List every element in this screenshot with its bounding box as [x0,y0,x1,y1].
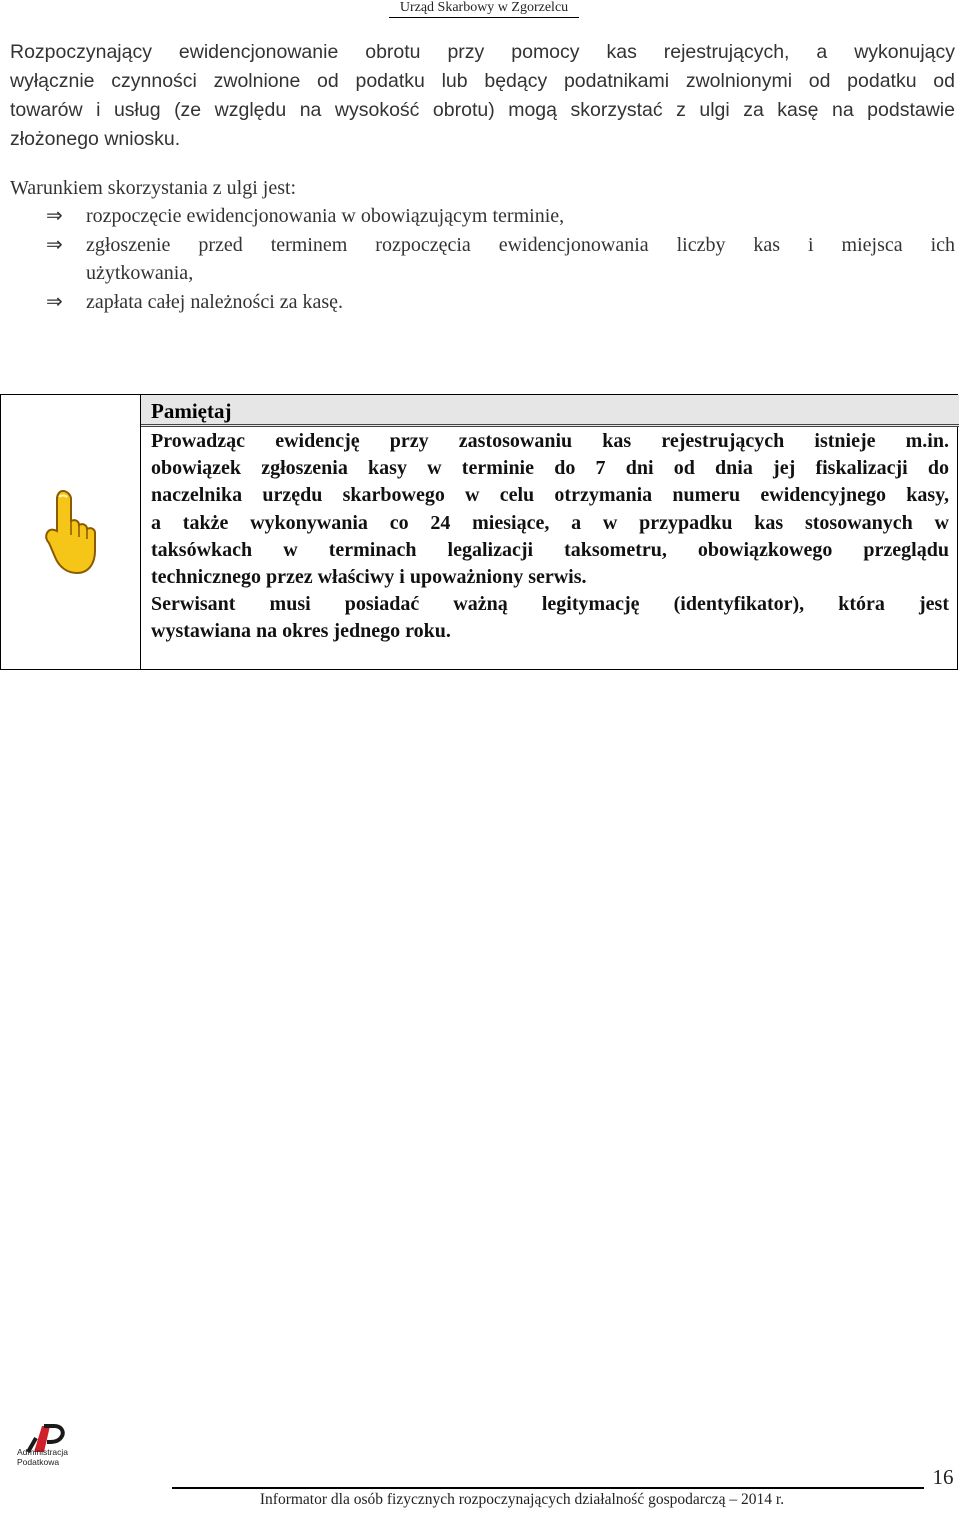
footer-divider [172,1487,924,1489]
condition-text-line: użytkowania, [86,262,194,284]
intro-line: Rozpoczynający ewidencjonowanie obrotu przy pomocy kas rejestrujących, a wykonujący [10,41,955,63]
reminder-line: technicznego przez właściwy i upoważniony serwis. [151,566,587,589]
reminder-line: Serwisant musi posiadać ważną legitymację (identyfikator), która jest [151,593,949,616]
reminder-icon-cell [1,395,141,669]
condition-text: zapłata całej należności za kasę. [86,291,344,313]
double-arrow-icon: ⇒ [46,234,63,256]
reminder-line: naczelnika urzędu skarbowego w celu otrzymania numeru ewidencyjnego kasy, [151,484,949,507]
reminder-line: Prowadząc ewidencję przy zastosowaniu kas rejestrujących istnieje m.in. [151,430,949,452]
reminder-title: Pamiętaj [141,395,959,427]
page-number: 16 [932,1465,954,1489]
double-arrow-icon: ⇒ [46,291,63,313]
reminder-line: wystawiana na okres jednego roku. [151,620,451,643]
reminder-body [151,428,949,646]
intro-paragraph [10,38,955,154]
logo-text-line: Administracja [17,1447,69,1457]
page-header: Urząd Skarbowy w Zgorzelcu [389,0,579,18]
intro-line: złożonego wniosku. [10,128,181,150]
footer-text: Informator dla osób fizycznych rozpoczynających działalność gospodarczą – 2014 r. [259,1491,785,1508]
reminder-line: a także wykonywania co 24 miesiące, a w przypadku kas stosowanych w [151,511,949,534]
reminder-line: taksówkach w terminach legalizacji taksometru, obowiązkowego przeglądu [151,538,949,561]
reminder-line: obowiązek zgłoszenia kasy w terminie do 7 dni od dnia jej fiskalizacji do [151,457,949,480]
double-arrow-icon: ⇒ [46,205,63,227]
condition-text: rozpoczęcie ewidencjonowania w obowiązującym terminie, [86,205,565,227]
condition-text [86,231,955,287]
pointing-finger-icon [35,487,105,577]
conditions-lead: Warunkiem skorzystania z ulgi jest: [10,177,297,199]
intro-line: wyłącznie czynności zwolnione od podatku lub będący podatnikami zwolnionymi od podatku od [10,70,955,92]
condition-text-line: zgłoszenie przed terminem rozpoczęcia ewidencjonowania liczby kas i miejsca ich [86,234,955,256]
logo-text-line: Podatkowa [17,1457,60,1467]
reminder-content [141,395,957,669]
intro-line: towarów i usług (ze względu na wysokość obrotu) mogą skorzystać z ulgi za kasę na podstawie [10,99,955,121]
reminder-box [0,394,958,670]
